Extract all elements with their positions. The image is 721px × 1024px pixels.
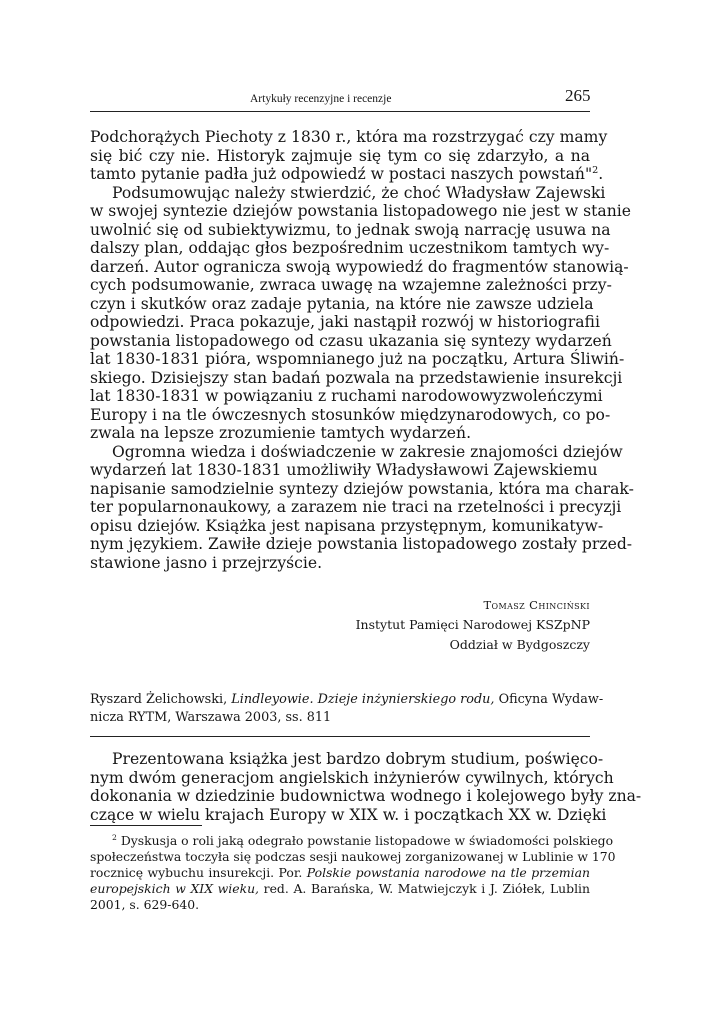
text-line: odpowiedzi. Praca pokazuje, jaki nastąpił rozwój w historiografii [90,313,600,332]
page-number: 265 [565,86,591,105]
text-line: wydarzeń lat 1830-1831 umożliwiły Władysławowi Zajewskiemu [90,461,598,480]
footnote-line-2: społeczeństwa toczyła się podczas sesji naukowej zorganizowanej w Lublinie w 170 [90,849,616,864]
text-line: tamto pytanie padła już odpowiedź w postaci naszych powstań"$^2$. [90,164,604,184]
section-divider [90,736,590,737]
text-line: ter popularnonaukowy, a zarazem nie traci na rzetelności i precyzji [90,498,622,517]
text-line: zwala na lepsze zrozumienie tamtych wydarzeń. [90,424,472,443]
review-citation-line2: nicza RYTM, Warszawa 2003, ss. 811 [90,710,332,725]
footnote-line-4: europejskich w XIX wieku, red. A. Barańska, W. Matwiejczyk i J. Ziółek, Lublin [90,881,590,896]
footnote-line-5: 2001, s. 629-640. [90,897,200,912]
text-line: uwolnić się od subiektywizmu, to jednak swoją narrację usuwa na [90,220,611,239]
text-line: powstania listopadowego od czasu ukazania się syntezy wydarzeń [90,331,612,350]
review-book-author: Ryszard Żelichowski, [90,692,228,707]
text-line: dalszy plan, oddając głos bezpośrednim uczestnikom tamtych wy- [90,239,610,258]
text-line: Ogromna wiedza i doświadczenie w zakresie znajomości dziejów [112,442,623,461]
review-citation [90,692,604,708]
text-line: Podsumowując należy stwierdzić, że choć Władysław Zajewski [112,183,606,202]
footnote-reference: 2 [592,164,599,176]
text-line: Prezentowana książka jest bardzo dobrym studium, poświęco- [112,750,604,768]
review-book-publisher: Oficyna Wydaw- [498,692,604,707]
text-line: stawione jasno i przejrzyście. [90,553,323,572]
text-line: się bić czy nie. Historyk zajmuje się tym co się zdarzyło, a na [90,146,590,165]
header-rule [90,111,590,112]
reviewer-department: Oddział w Bydgoszczy [449,637,590,652]
text-line: Europy i na tle ówczesnych stosunków międzynarodowych, co po- [90,405,611,424]
reviewer-name: Tomasz Chinciński [483,598,590,612]
text-line: nym językiem. Zawiłe dzieje powstania listopadowego zostały przed- [90,535,633,554]
footnote-line-3: rocznicę wybuchu insurekcji. Por. Polskie powstania narodowe na tle przemian [90,865,590,880]
text-line: opisu dziejów. Książka jest napisana przystępnym, komunikatyw- [90,516,604,535]
text-line: skiego. Dzisiejszy stan badań pozwala na przedstawienie insurekcji [90,368,623,387]
footnote-marker: 2 [112,832,117,842]
text-line: darzeń. Autor ogranicza swoją wypowiedź do fragmentów stanowią- [90,257,629,276]
text-line: Podchorążych Piechoty z 1830 r., która ma rozstrzygać czy mamy [90,128,608,146]
review-book-title: Lindleyowie. Dzieje inżynierskiego rodu, [231,692,495,707]
text-line: lat 1830-1831 w powiązaniu z ruchami narodowowyzwoleńczymi [90,387,603,406]
text-line: dokonania w dziedzinie budownictwa wodnego i kolejowego były zna- [90,787,642,806]
text-line: w swojej syntezie dziejów powstania listopadowego nie jest w stanie [90,202,631,221]
text-line: nym dwóm generacjom angielskich inżynierów cywilnych, których [90,768,614,787]
footnote-rule [90,825,202,826]
footnote-line-1: $^2$ Dyskusja o roli jaką odegrało powstanie listopadowe w świadomości polskiego [112,832,614,848]
text-line: czące w wielu krajach Europy w XIX w. i początkach XX w. Dzięki [90,806,607,825]
text-line: cych podsumowanie, zwraca uwagę na wzajemne zależności przy- [90,276,612,295]
running-header: Artykuły recenzyjne i recenzje [250,93,392,105]
text-line: napisanie samodzielnie syntezy dziejów powstania, która ma charak- [90,479,634,498]
text-line: czyn i skutków oraz zadaje pytania, na które nie zawsze udziela [90,294,594,313]
text-line: lat 1830-1831 pióra, wspomnianego już na początku, Artura Śliwiń- [90,350,625,369]
reviewer-institution: Instytut Pamięci Narodowej KSZpNP [355,617,590,632]
